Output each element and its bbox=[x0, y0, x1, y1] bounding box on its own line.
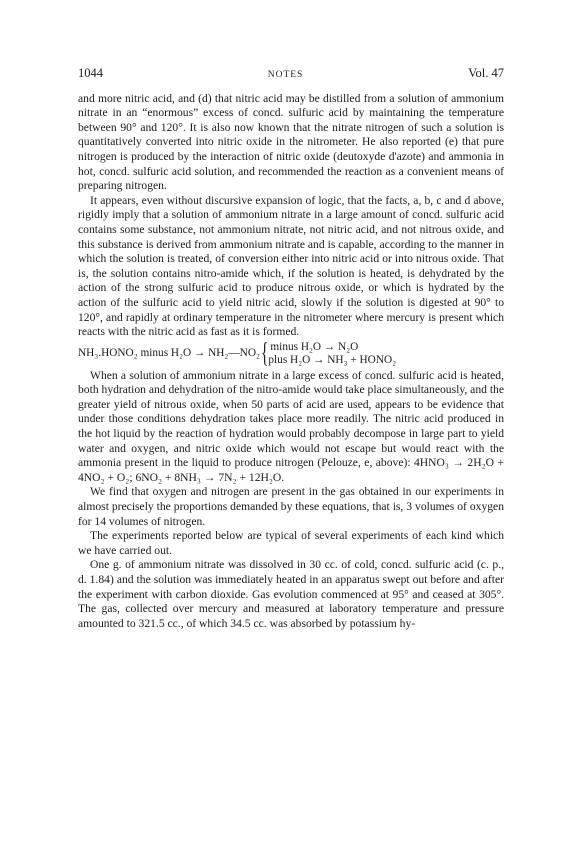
volume-label: Vol. 47 bbox=[468, 66, 504, 80]
paragraph-4: We find that oxygen and nitrogen are present in the gas obtained in our experiments in almost precisely the proportions demanded by these equations, that is, 3 volumes of oxygen for 14 volumes of nitrogen. bbox=[78, 485, 504, 528]
equation-branch-dehydration: minus H₂O → N₂O bbox=[270, 341, 359, 354]
equation-branch-hydration: plus H₂O → NH₃ + HONO₂ bbox=[268, 353, 397, 366]
page-number: 1044 bbox=[78, 66, 103, 80]
paragraph-1: and more nitric acid, and (d) that nitric acid may be distilled from a solution of ammonium nitrate in an “enormous” excess of concd. sulfuric acid by maintaining the temperature between 90° and 120°. It is also now known that the nitrate nitrogen of such a solution is quantitatively converted into nitric oxide in the nitrometer. He also reported (e) that pure nitrogen is produced by the interaction of nitric oxide (deutoxyde d'azote) and ammonia in hot, concd. sulfuric acid solution, and recommended the reaction as a convenient means of preparing nitrogen. bbox=[78, 91, 504, 193]
equation-left: NH₃.HONO₂ minus H₂O → NH₂—NO₂ bbox=[78, 347, 260, 360]
paragraph-5: The experiments reported below are typical of several experiments of each kind which we have carried out. bbox=[78, 529, 504, 557]
paragraph-3: When a solution of ammonium nitrate in a large excess of concd. sulfuric acid is heated, both hydration and dehydration of the nitro-amide would take place simultaneously, and the greater yield of nitrous oxide, when 50 parts of acid are used, appears to be evidence that under those conditions dehydration takes place more readily. The nitric acid produced in the hot liquid by the reaction of hydration would probably decompose in large part to yield water and oxygen, and nitric oxide which would not escape but would react with the ammonia present in the liquid to produce nitrogen (Pelouze, e, above): 4HNO₃ → 2H₂O + 4NO₂ + O₂; 6NO₂ + 8NH₃ → 7N₂ + 12H₂O. bbox=[78, 368, 504, 484]
paragraph-2: It appears, even without discursive expansion of logic, that the facts, a, b, c and d above, rigidly imply that a solution of ammonium nitrate in a large amount of concd. sulfuric acid contains some substance, not ammonium nitrate, not nitric acid, and not nitrous oxide, and this substance is derived from ammonium nitrate and is capable, according to the manner in which the solution is treated, of conversion either into nitric acid or into nitrous oxide. That is, the solution contains nitro-amide which, if the solution is heated, is dehydrated by the action of the strong sulfuric acid to produce nitrous oxide, or which is hydrated by the action of the sulfuric acid to yield nitric acid, slowly if the solution is digested at 90° to 120°, and rapidly at ordinary temperature in the nitrometer where mercury is present which reacts with the nitric acid as fast as it is formed. bbox=[78, 193, 504, 339]
running-head: NOTES bbox=[267, 70, 304, 80]
equation-brace: { bbox=[260, 337, 269, 369]
page-header bbox=[78, 66, 504, 83]
journal-page bbox=[78, 66, 504, 631]
reaction-equation bbox=[78, 337, 504, 369]
equation-branches bbox=[268, 341, 396, 366]
paragraph-6: One g. of ammonium nitrate was dissolved in 30 cc. of cold, concd. sulfuric acid (c. p., d. 1.84) and the solution was immediately heated in an apparatus swept out before and after the experiment with carbon dioxide. Gas evolution commenced at 95° and ceased at 305°. The gas, collected over mercury and measured at laboratory temperature and pressure amounted to 321.5 cc., of which 34.5 cc. was absorbed by potassium hy- bbox=[78, 558, 504, 630]
